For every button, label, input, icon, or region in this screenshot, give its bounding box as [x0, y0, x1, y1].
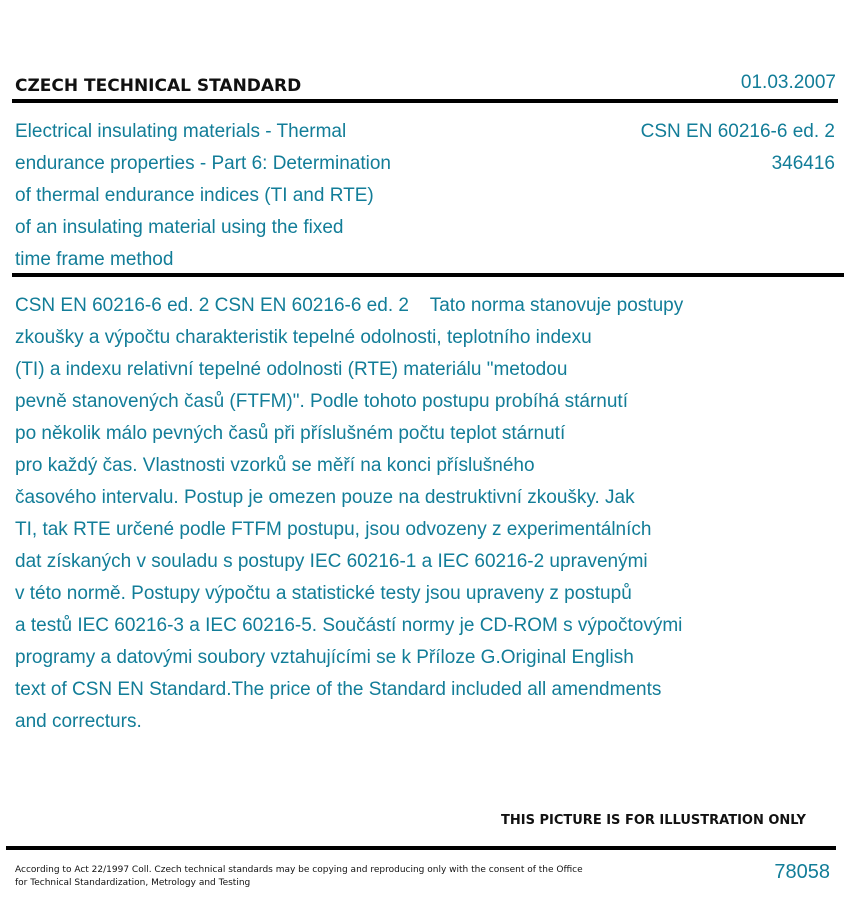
title-line: Electrical insulating materials - Thermal: [15, 121, 347, 142]
abstract-line: zkoušky a výpočtu charakteristik tepelné odolnosti, teplotního indexu: [15, 327, 592, 348]
abstract-line: časového intervalu. Postup je omezen pouze na destruktivní zkoušky. Jak: [15, 487, 635, 508]
abstract-line: programy a datovými soubory vztahujícími se k Příloze G.Original English: [15, 647, 634, 668]
abstract-text: [15, 290, 805, 738]
abstract-line: (TI) a indexu relativní tepelné odolnosti (RTE) materiálu "metodou: [15, 359, 568, 380]
abstract-line: CSN EN 60216-6 ed. 2 CSN EN 60216-6 ed. 2 Tato norma stanovuje postupy: [15, 295, 684, 316]
document-type-heading: CZECH TECHNICAL STANDARD: [15, 76, 302, 96]
title-line: of an insulating material using the fixed: [15, 217, 344, 238]
title-line: endurance properties - Part 6: Determination: [15, 153, 391, 174]
catalog-number: 346416: [771, 153, 835, 174]
standard-codes: [641, 116, 835, 180]
title-line: of thermal endurance indices (TI and RTE): [15, 185, 374, 206]
abstract-line: text of CSN EN Standard.The price of the Standard included all amendments: [15, 679, 662, 700]
footer-divider: [6, 846, 836, 850]
abstract-line: po několik málo pevných časů při příslušném počtu teplot stárnutí: [15, 423, 566, 444]
abstract-line: dat získaných v souladu s postupy IEC 60216-1 a IEC 60216-2 upravenými: [15, 551, 648, 572]
abstract-line: pro každý čas. Vlastnosti vzorků se měří na konci příslušného: [15, 455, 535, 476]
header-divider: [12, 99, 838, 103]
standard-title: [15, 116, 455, 276]
abstract-line: a testů IEC 60216-3 a IEC 60216-5. Součástí normy je CD-ROM s výpočtovými: [15, 615, 683, 636]
abstract-line: v této normě. Postupy výpočtu a statistické testy jsou upraveny z postupů: [15, 583, 632, 604]
footer-number: 78058: [774, 861, 830, 883]
abstract-line: TI, tak RTE určené podle FTFM postupu, jsou odvozeny z experimentálních: [15, 519, 652, 540]
copyright-line: for Technical Standardization, Metrology and Testing: [15, 878, 251, 888]
copyright-line: According to Act 22/1997 Coll. Czech technical standards may be copying and reproducing only with the consent of the Office: [15, 865, 583, 875]
document-date: 01.03.2007: [740, 72, 836, 93]
abstract-line: and correcturs.: [15, 711, 142, 732]
standard-code: CSN EN 60216-6 ed. 2: [640, 121, 835, 142]
copyright-notice: [15, 864, 615, 890]
title-divider: [12, 273, 844, 277]
abstract-line: pevně stanovených časů (FTFM)". Podle tohoto postupu probíhá stárnutí: [15, 391, 628, 412]
illustration-notice: THIS PICTURE IS FOR ILLUSTRATION ONLY: [501, 813, 806, 828]
title-line: time frame method: [15, 249, 174, 270]
